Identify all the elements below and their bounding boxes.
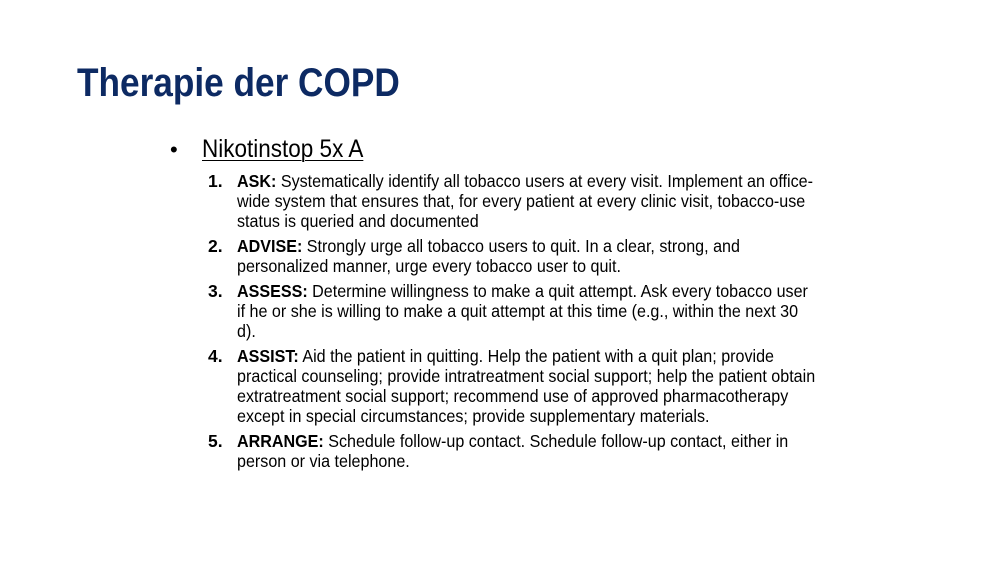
step-text: Determine willingness to make a quit attempt. Ask every tobacco user if he or she is willing to make a quit attempt at this time (e.g., within the next 30 d). (237, 281, 808, 341)
bullet-dot-icon: • (170, 137, 178, 162)
step-number: 4. (208, 346, 223, 366)
steps-list (208, 171, 868, 476)
step-text: Systematically identify all tobacco users at every visit. Implement an office-wide system that ensures that, for every patient at every clinic visit, tobacco-use status is queried and documented (237, 171, 813, 231)
step-body (237, 171, 818, 231)
list-item (208, 431, 868, 471)
step-body (237, 431, 818, 471)
step-body (237, 236, 818, 276)
step-body (237, 346, 818, 426)
slide-title: Therapie der COPD (77, 61, 400, 105)
step-keyword: ARRANGE: (237, 431, 324, 451)
step-keyword: ASSIST: (237, 346, 299, 366)
step-text: Schedule follow-up contact. Schedule follow-up contact, either in person or via telephone. (237, 431, 789, 471)
step-keyword: ADVISE: (237, 236, 303, 256)
list-item (208, 236, 868, 276)
step-number: 1. (208, 171, 223, 191)
step-text: Aid the patient in quitting. Help the patient with a quit plan; provide practical counseling; provide intratreatment social support; help the patient obtain extratreatment social support; recommend use of approved pharmacotherapy except in special circumstances; provide supplementary materials. (237, 346, 816, 426)
step-number: 5. (208, 431, 223, 451)
bullet-item (170, 133, 381, 166)
step-keyword: ASSESS: (237, 281, 308, 301)
step-number: 2. (208, 236, 223, 256)
step-body (237, 281, 818, 341)
step-number: 3. (208, 281, 223, 301)
list-item (208, 346, 868, 426)
list-item (208, 281, 868, 341)
bullet-heading: Nikotinstop 5x A (202, 135, 364, 163)
list-item (208, 171, 868, 231)
step-keyword: ASK: (237, 171, 277, 191)
step-text: Strongly urge all tobacco users to quit. In a clear, strong, and personalized manner, urge every tobacco user to quit. (237, 236, 740, 276)
